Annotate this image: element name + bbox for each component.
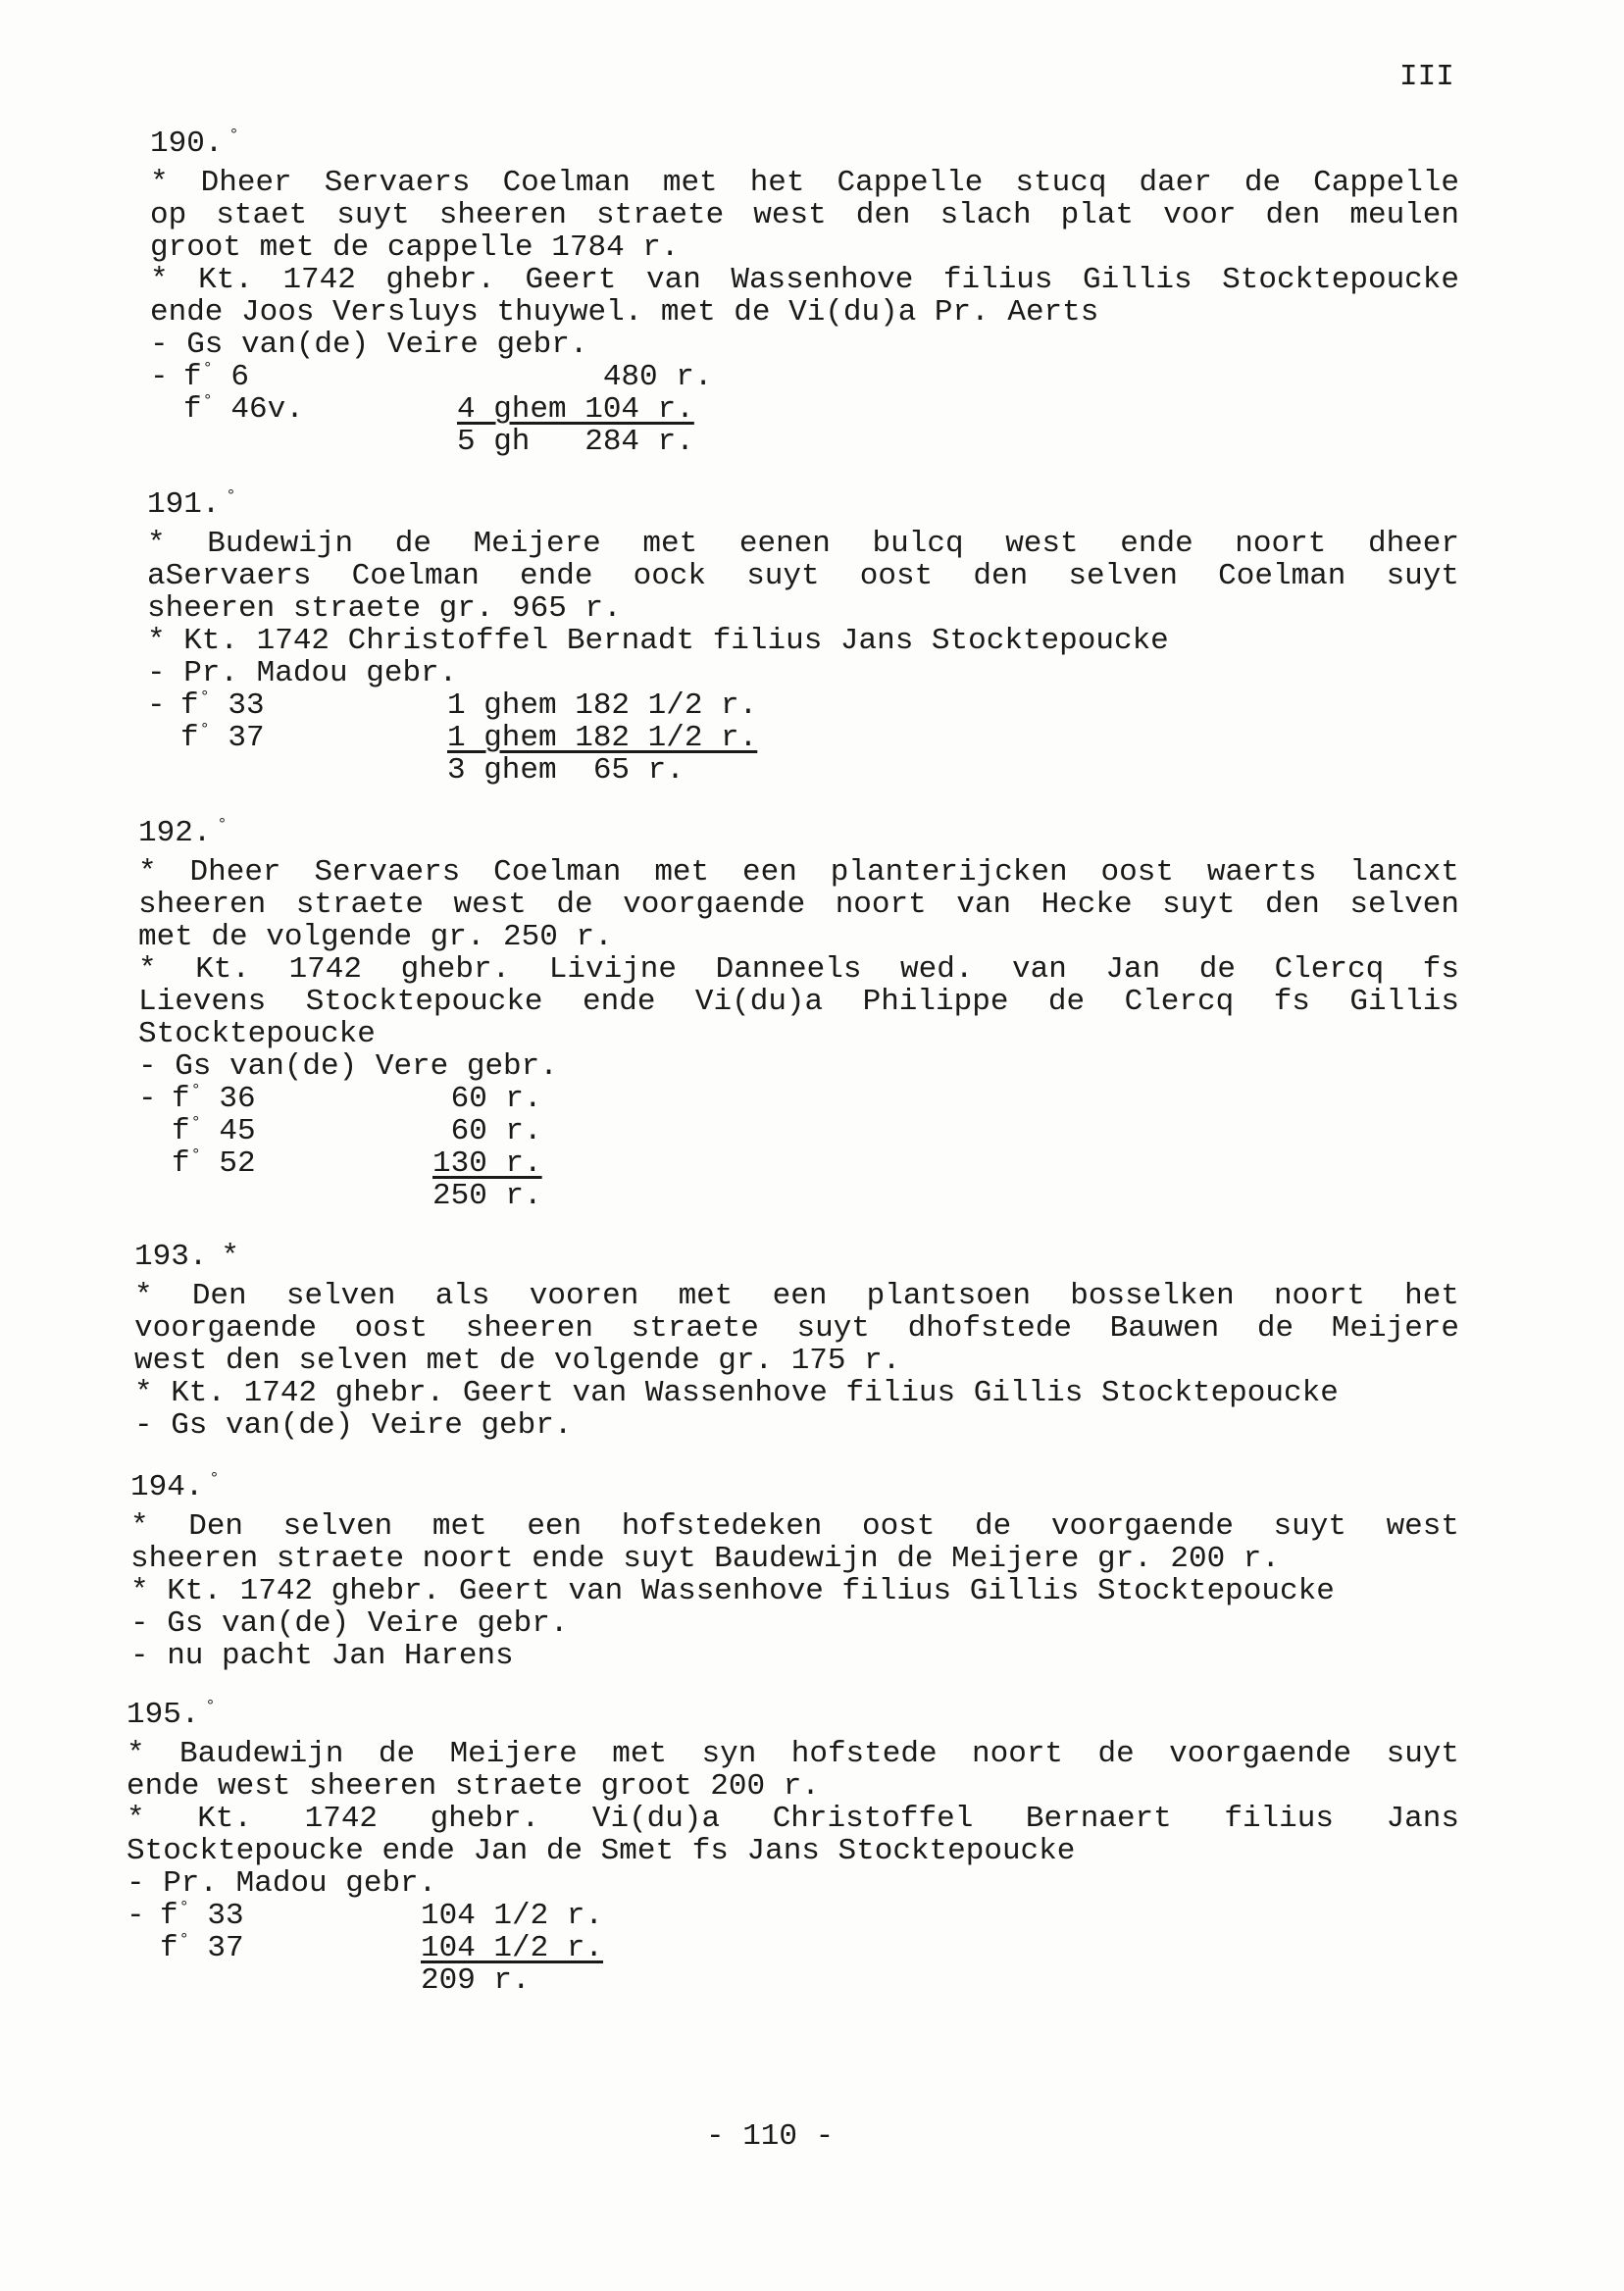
entry-text-line: aServaers Coelman ende oock suyt oost den selven Coelman suyt [147, 559, 1459, 593]
folio-number: 33 [209, 688, 265, 723]
folio-dash [138, 1115, 172, 1147]
folio-dash [127, 1964, 160, 1997]
folio-label: f [172, 1114, 190, 1148]
folio-row [138, 1083, 1459, 1115]
entry-mark: ° [228, 127, 239, 145]
entry-text-line: * Budewijn de Meijere met eenen bulcq west ende noort dheer [147, 527, 1459, 561]
entry-193 [134, 1241, 1459, 1442]
entry-number [130, 1471, 1459, 1510]
folio-ref [180, 722, 308, 754]
entry-text-line: * Kt. 1742 ghebr. Vi(du)a Christoffel Bernaert filius Jans [127, 1802, 1459, 1836]
folio-ref [180, 754, 308, 787]
folio-dash: - [138, 1082, 157, 1116]
folio-amount: 5 gh 284 r. [457, 425, 694, 459]
entry-text-line: ende west sheeren straete groot 200 r. [127, 1769, 820, 1804]
folio-row [138, 1180, 1459, 1212]
folio-dash [138, 1180, 172, 1212]
folio-degree: ° [202, 392, 213, 411]
folio-ref [180, 689, 308, 722]
entry-text-line: sheeren straete noort ende suyt Baudewijn de Meijere gr. 200 r. [130, 1542, 1280, 1576]
folio-row [147, 689, 1459, 722]
entry-mark: ° [209, 1470, 220, 1489]
entry-number-text: 195. [127, 1698, 200, 1732]
entry-text-line: - Gs van(de) Veire gebr. [134, 1408, 573, 1443]
folio-degree: ° [190, 1114, 201, 1133]
entry-number-text: 191. [147, 487, 221, 522]
entry-text-line: * Kt. 1742 ghebr. Geert van Wassenhove filius Gillis Stocktepoucke [130, 1574, 1335, 1608]
entry-text-line: * Dheer Servaers Coelman met het Cappelle stucq daer de Cappelle [150, 166, 1459, 200]
folio-label: f [160, 1931, 178, 1965]
entry-number [138, 817, 1459, 856]
page-header-roman: III [1399, 60, 1454, 94]
entry-text-line: Lievens Stocktepoucke ende Vi(du)a Philippe de Clercq fs Gillis [138, 985, 1459, 1019]
entry-text-line: op staet suyt sheeren straete west den slach plat voor den meulen [150, 198, 1459, 232]
folio-dash [147, 754, 180, 787]
folio-amount: 480 r. [457, 360, 713, 394]
folio-degree: ° [202, 360, 213, 379]
folio-degree: ° [178, 1931, 189, 1950]
folio-dash [147, 722, 180, 754]
folio-number: 37 [188, 1931, 244, 1965]
folio-number: 52 [200, 1146, 256, 1181]
entry-number [127, 1699, 1459, 1738]
folio-row [138, 1115, 1459, 1147]
entry-mark: ° [205, 1698, 216, 1716]
entry-number [150, 127, 1459, 167]
entry-text-line: * Den selven als vooren met een plantsoen bosselken noort het [134, 1279, 1459, 1313]
entry-number-text: 194. [130, 1470, 204, 1504]
entry-text-line: west den selven met de volgende gr. 175 r. [134, 1344, 901, 1378]
folio-number: 46v. [212, 392, 304, 427]
folio-label: f [172, 1146, 190, 1181]
folio-dash [150, 393, 183, 426]
folio-row [150, 393, 1459, 426]
entry-text-line: - Gs van(de) Veire gebr. [150, 328, 588, 362]
folio-ref [183, 426, 311, 458]
entry-text-line: - Gs van(de) Veire gebr. [130, 1606, 569, 1641]
folio-dash [127, 1932, 160, 1964]
folio-label: f [183, 392, 202, 427]
entry-number-text: 193. [134, 1240, 208, 1274]
entry-text-line: Stocktepoucke ende Jan de Smet fs Jans Stocktepoucke [127, 1834, 1076, 1868]
entry-text-line: groot met de cappelle 1784 r. [150, 230, 680, 265]
folio-degree: ° [199, 721, 210, 739]
entry-text-line: - Pr. Madou gebr. [127, 1866, 437, 1901]
folio-amount: 250 r. [432, 1179, 542, 1213]
entry-text-line: sheeren straete gr. 965 r. [147, 591, 622, 626]
page-number: - 110 - [706, 2119, 835, 2154]
folio-dash: - [150, 360, 169, 394]
folio-label: f [180, 688, 199, 723]
entry-text-line: * Kt. 1742 ghebr. Livijne Danneels wed. van Jan de Clercq fs [138, 952, 1459, 987]
entry-text-line: * Kt. 1742 ghebr. Geert van Wassenhove filius Gillis Stocktepoucke [134, 1376, 1339, 1410]
folio-ref [172, 1147, 299, 1180]
folio-degree: ° [190, 1146, 201, 1165]
folio-degree: ° [190, 1082, 201, 1100]
folio-number: 36 [200, 1082, 256, 1116]
folio-row [150, 426, 1459, 458]
entry-text-line: sheeren straete west de voorgaende noort van Hecke suyt den selven [138, 888, 1459, 922]
folio-label: f [180, 721, 199, 755]
folio-amount: 130 r. [432, 1146, 542, 1181]
entry-text-line: - nu pacht Jan Harens [130, 1639, 514, 1673]
entry-191 [147, 488, 1459, 787]
folio-ref [160, 1932, 287, 1964]
folio-row [150, 361, 1459, 393]
folio-ref [172, 1083, 299, 1115]
folio-amount: 104 1/2 r. [421, 1899, 604, 1933]
folio-number: 37 [209, 721, 265, 755]
folio-ref [183, 393, 311, 426]
folio-ref [160, 1964, 287, 1997]
entry-text-line: - Gs van(de) Vere gebr. [138, 1049, 558, 1084]
entry-mark: * [221, 1240, 240, 1274]
folio-amount: 104 1/2 r. [421, 1931, 604, 1965]
entry-text-line: * Den selven met een hofstedeken oost de voorgaende suyt west [130, 1509, 1459, 1544]
entry-mark: ° [217, 816, 228, 835]
folio-label: f [172, 1082, 190, 1116]
folio-amount: 1 ghem 182 1/2 r. [447, 721, 758, 755]
folio-row [138, 1147, 1459, 1180]
folio-ref [183, 361, 311, 393]
entry-190 [150, 127, 1459, 458]
folio-row [127, 1964, 1459, 1997]
folio-ref [172, 1115, 299, 1147]
folio-amount: 3 ghem 65 r. [447, 753, 685, 788]
folio-dash: - [127, 1899, 145, 1933]
folio-ref [172, 1180, 299, 1212]
folio-label: f [183, 360, 202, 394]
folio-number: 33 [188, 1899, 244, 1933]
entry-number-text: 190. [150, 127, 224, 161]
entry-text-line: - Pr. Madou gebr. [147, 656, 458, 690]
folio-amount: 60 r. [432, 1114, 542, 1148]
folio-amount: 60 r. [432, 1082, 542, 1116]
entry-text-line: met de volgende gr. 250 r. [138, 920, 613, 954]
folio-number: 6 [212, 360, 250, 394]
entry-text-line: ende Joos Versluys thuywel. met de Vi(du)a Pr. Aerts [150, 295, 1099, 330]
entry-number-text: 192. [138, 816, 212, 850]
folio-degree: ° [199, 688, 210, 707]
entry-text-line: * Dheer Servaers Coelman met een planterijcken oost waerts lancxt [138, 855, 1459, 890]
folio-amount: 209 r. [421, 1963, 531, 1998]
entry-text-line: * Baudewijn de Meijere met syn hofstede noort de voorgaende suyt [127, 1737, 1459, 1771]
entry-text-line: * Kt. 1742 ghebr. Geert van Wassenhove filius Gillis Stocktepoucke [150, 263, 1459, 297]
folio-row [127, 1932, 1459, 1964]
entry-195 [127, 1699, 1459, 1997]
folio-label: f [160, 1899, 178, 1933]
folio-amount: 4 ghem 104 r. [457, 392, 694, 427]
folio-ref [160, 1900, 287, 1932]
entry-192 [138, 817, 1459, 1212]
folio-degree: ° [178, 1899, 189, 1917]
entry-mark: ° [226, 487, 236, 506]
folio-row [127, 1900, 1459, 1932]
entry-number [147, 488, 1459, 528]
folio-dash [150, 426, 183, 458]
folio-row [147, 754, 1459, 787]
entry-number [134, 1241, 1459, 1280]
folio-dash [138, 1147, 172, 1180]
folio-number: 45 [200, 1114, 256, 1148]
entry-194 [130, 1471, 1459, 1672]
folio-row [147, 722, 1459, 754]
entry-text-line: voorgaende oost sheeren straete suyt dhofstede Bauwen de Meijere [134, 1311, 1459, 1346]
entry-text-line: Stocktepoucke [138, 1017, 376, 1051]
folio-dash: - [147, 688, 166, 723]
folio-amount: 1 ghem 182 1/2 r. [447, 688, 758, 723]
entry-text-line: * Kt. 1742 Christoffel Bernadt filius Jans Stocktepoucke [147, 624, 1169, 658]
